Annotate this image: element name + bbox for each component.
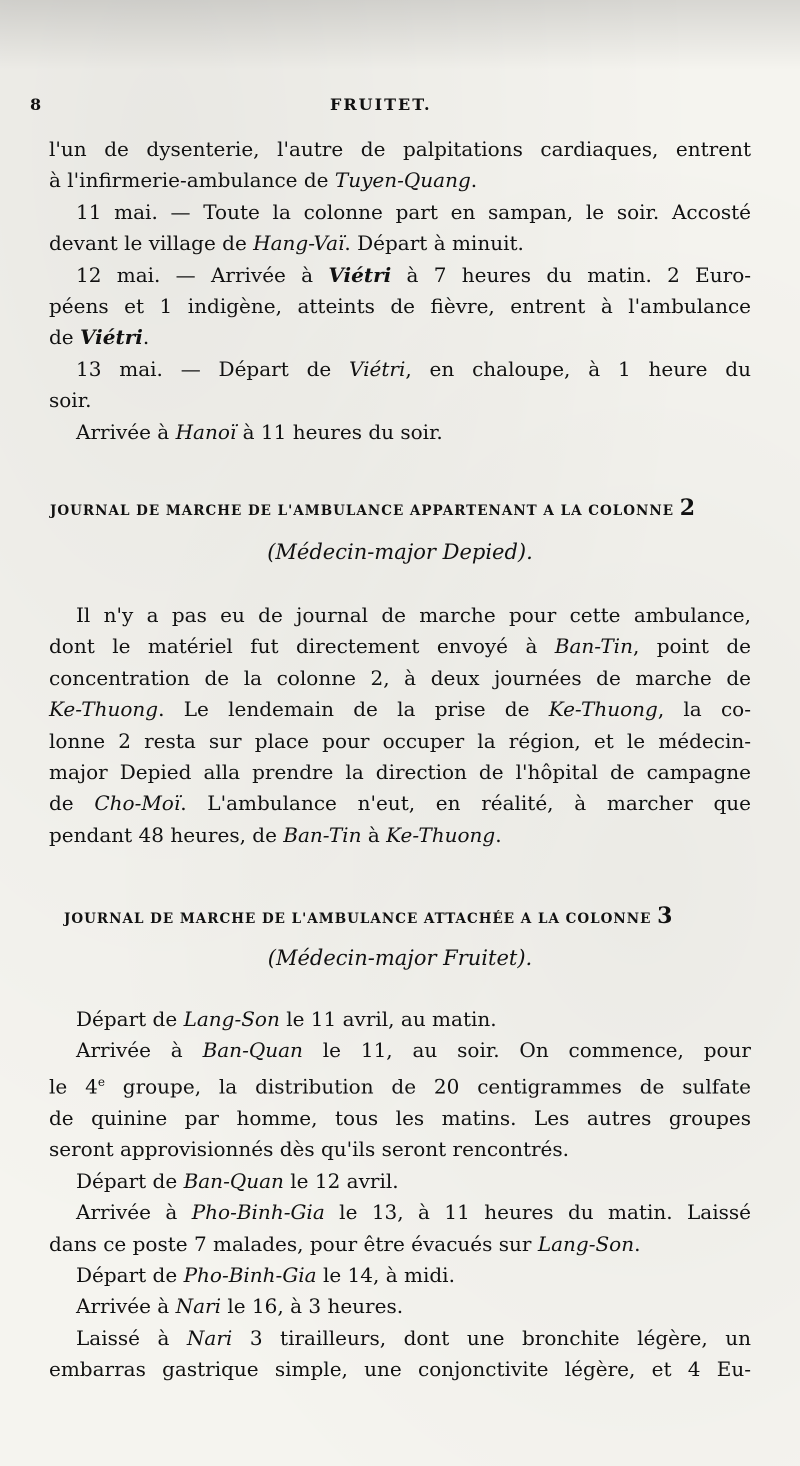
paragraph-line: dans ce poste 7 malades, pour être évacués sur Lang-Son.	[49, 1231, 641, 1256]
paragraph-line: devant le village de Hang-Vaï. Départ à minuit.	[49, 231, 524, 256]
page-number: 8	[30, 95, 43, 114]
place-name: Ke-Thuong	[548, 697, 658, 722]
place-name: Viétri	[80, 325, 143, 350]
place-name: Nari	[186, 1325, 233, 1350]
place-name: Ban-Tin	[554, 634, 633, 659]
section-heading: JOURNAL DE MARCHE DE L'AMBULANCE ATTACHÉE A LA COLONNE 3	[64, 903, 673, 929]
paragraph-line: Arrivée à Ban-Quan le 11, au soir. On commence, pour	[76, 1038, 751, 1063]
page-header	[30, 95, 770, 119]
place-name: Ban-Quan	[183, 1168, 284, 1193]
place-name: Ke-Thuong	[49, 697, 159, 722]
section-heading: JOURNAL DE MARCHE DE L'AMBULANCE APPARTENANT A LA COLONNE 2	[50, 495, 696, 521]
place-name: Viétri	[349, 356, 406, 381]
place-name: Cho-Moï	[94, 791, 181, 816]
paragraph-line: dont le matériel fut directement envoyé à Ban-Tin, point de	[49, 634, 751, 659]
paragraph-line: soir.	[49, 388, 92, 413]
paragraph-line: pendant 48 heures, de Ban-Tin à Ke-Thuong.	[49, 822, 502, 847]
page-edge-shadow	[0, 0, 800, 70]
paragraph-line: à l'infirmerie-ambulance de Tuyen-Quang.	[49, 168, 478, 193]
paragraph-line: seront approvisionnés dès qu'ils seront rencontrés.	[49, 1137, 570, 1162]
section-byline: (Médecin-major Depied).	[267, 540, 533, 564]
place-name: Hang-Vaï	[253, 231, 345, 256]
column-number: 3	[657, 903, 673, 929]
paragraph-line: Départ de Pho-Binh-Gia le 14, à midi.	[76, 1262, 455, 1287]
paragraph-line: 11 mai. — Toute la colonne part en sampan, le soir. Accosté	[76, 199, 751, 224]
paragraph-line: Il n'y a pas eu de journal de marche pour cette ambulance,	[76, 603, 751, 627]
place-name: Ke-Thuong	[386, 822, 496, 847]
paragraph-line: Arrivée à Hanoï à 11 heures du soir.	[76, 419, 443, 444]
text-block-section-2	[49, 600, 751, 851]
paragraph-line: Départ de Lang-Son le 11 avril, au matin.	[76, 1007, 497, 1031]
paragraph-line: concentration de la colonne 2, à deux journées de marche de	[49, 665, 751, 690]
paragraph-line: embarras gastrique simple, une conjonctivite légère, et 4 Eu-	[49, 1357, 751, 1382]
place-name: Viétri	[328, 262, 392, 287]
place-name: Hanoï	[175, 419, 237, 444]
place-name: Pho-Binh-Gia	[191, 1200, 325, 1225]
paragraph-line: Arrivée à Pho-Binh-Gia le 13, à 11 heures du matin. Laissé	[76, 1200, 751, 1225]
text-block-section-3	[49, 1004, 751, 1386]
paragraph-line: l'un de dysenterie, l'autre de palpitations cardiaques, entrent	[49, 137, 751, 161]
place-name: Ban-Tin	[283, 822, 362, 847]
paragraph-line: de quinine par homme, tous les matins. Les autres groupes	[49, 1105, 751, 1130]
paragraph-line: de Cho-Moï. L'ambulance n'eut, en réalité, à marcher que	[49, 791, 751, 816]
paragraph-line: 12 mai. — Arrivée à Viétri à 7 heures du matin. 2 Euro-	[76, 262, 751, 287]
place-name: Tuyen-Quang	[334, 168, 471, 193]
paragraph-line: Départ de Ban-Quan le 12 avril.	[76, 1168, 399, 1193]
section-byline: (Médecin-major Fruitet).	[267, 946, 533, 970]
paragraph-line: Ke-Thuong. Le lendemain de la prise de Ke-Thuong, la co-	[49, 697, 751, 722]
column-number: 2	[679, 495, 696, 521]
paragraph-line: Arrivée à Nari le 16, à 3 heures.	[76, 1294, 404, 1319]
text-block-top	[49, 134, 751, 448]
paragraph-line: major Depied alla prendre la direction de l'hôpital de campagne	[49, 760, 751, 785]
paragraph-line: Laissé à Nari 3 tirailleurs, dont une bronchite légère, un	[76, 1325, 751, 1350]
paragraph-line: lonne 2 resta sur place pour occuper la région, et le médecin-	[49, 728, 751, 753]
paragraph-line: le 4e groupe, la distribution de 20 centigrammes de sulfate	[49, 1074, 751, 1099]
paragraph-line: péens et 1 indigène, atteints de fièvre, entrent à l'ambulance	[49, 294, 751, 319]
place-name: Lang-Son	[537, 1231, 635, 1256]
place-name: Nari	[175, 1294, 221, 1319]
place-name: Ban-Quan	[202, 1038, 303, 1063]
paragraph-line: de Viétri.	[49, 325, 150, 350]
place-name: Lang-Son	[183, 1007, 280, 1031]
paragraph-line: 13 mai. — Départ de Viétri, en chaloupe, à 1 heure du	[76, 356, 751, 381]
running-head: FRUITET.	[330, 95, 432, 114]
place-name: Pho-Binh-Gia	[183, 1262, 317, 1287]
